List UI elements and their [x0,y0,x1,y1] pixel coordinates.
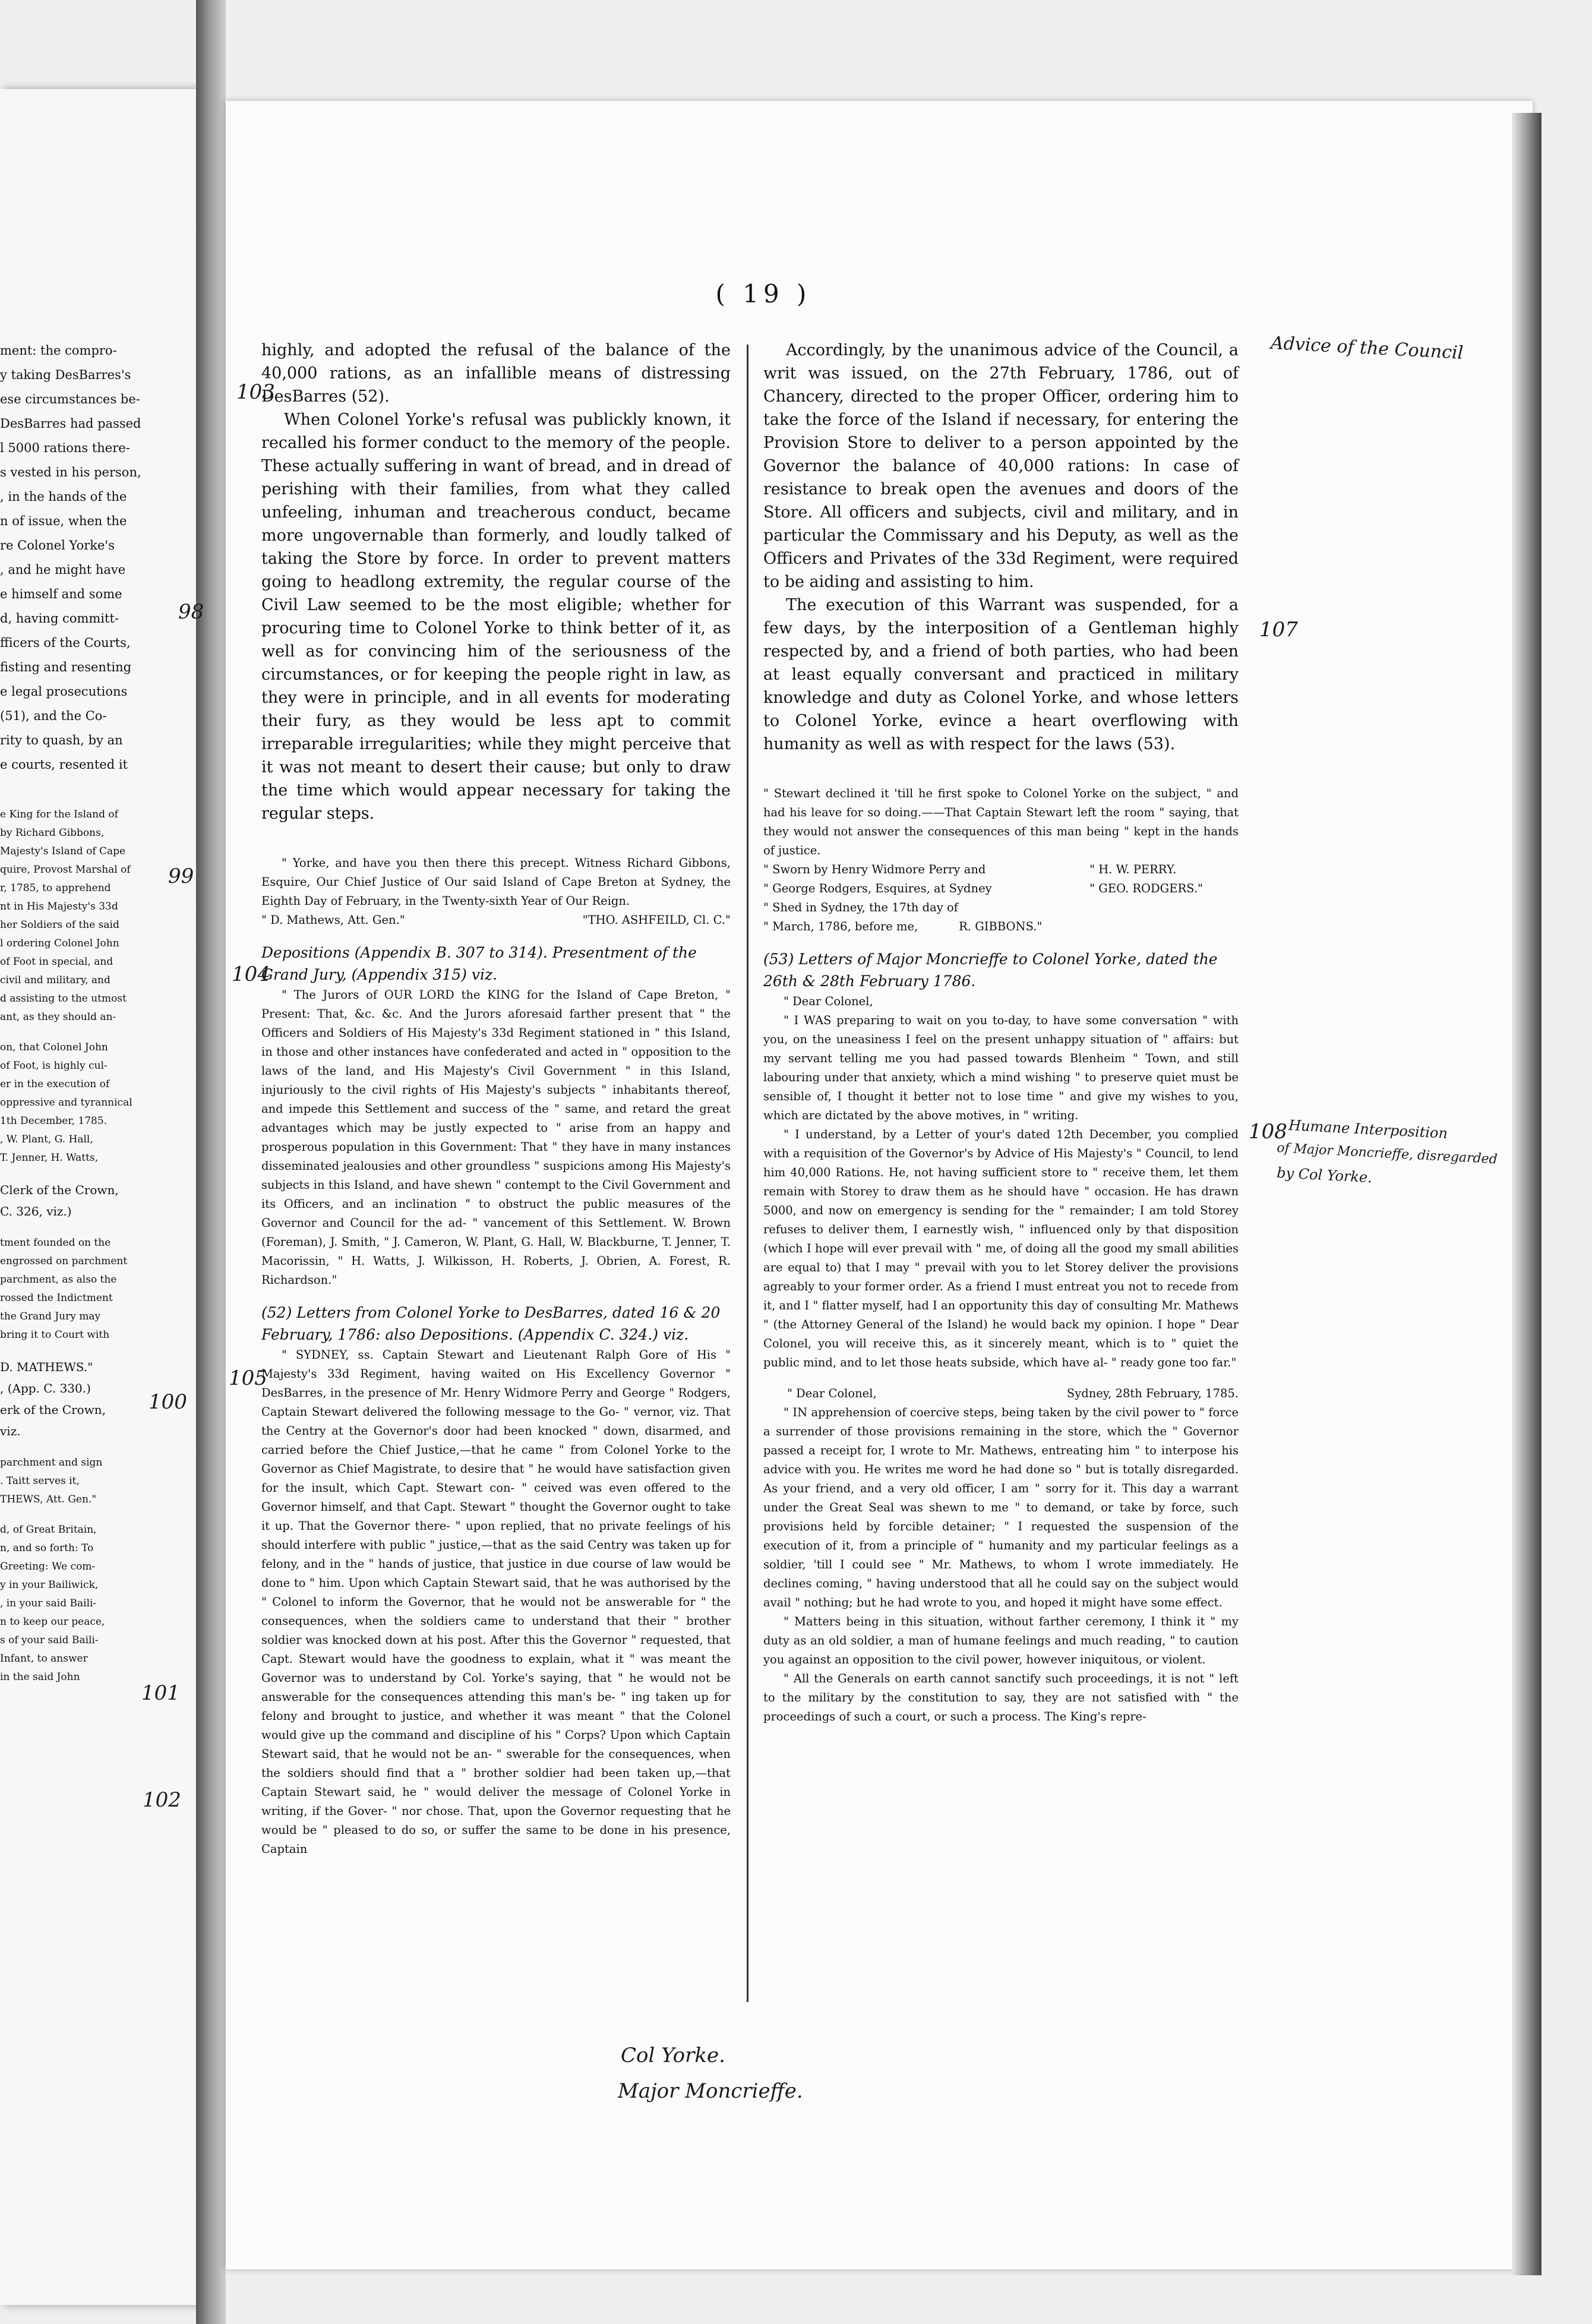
left-note-line: 1th December, 1785. [0,1115,108,1127]
sydney-note: " SYDNEY, ss. Captain Stewart and Lieutenant Ralph Gore of His " Majesty's 33d Regiment, having waited on His Excellency Governor " DesBarres, in the presence of Mr. Henry Widmore Perry and George " Rodgers, Captain Stewart delivered the following message to the Go- " vernor, viz. That the Centry at the Governor's door had been knocked " down, disarmed, and carried before the Chief Justice,—that he came " from Colonel Yorke to the Governor as Chief Magistrate, to desire that " he would have satisfaction given for the insult, which Capt. Stewart con- " ceived was even offered to the Governor himself, and that Capt. Stewart " thought the Governor ought to take it up. That the Governor there- " upon replied, that no private feelings of his should interfere with public " justice,—that as the said Centry was taken up for felony, and in the " hands of justice, that justice in due course of law would be done to " him. Upon which Captain Stewart said, that he was authorised by the " Colonel to inform the Governor, that he would not be answerable for " the consequences, when the soldiers came to understand that their " brother soldier was knocked down at his post. After this the Governor " requested, that Capt. Stewart would have the goodness to explain, what it " was meant the Governor was to understand by Col. Yorke's saying, that " he would not be answerable for the consequences attending this man's be- " ing taken up for felony and brought to justice, and whether it was meant " that the Colonel would give up the command and discipline of his " Corps? Upon which Captain Stewart said, that he would not be an- " swerable for the consequences, when the soldiers should find that a " brother soldier had been taken up,—that Captain Stewart said, he " would deliver the message of Colonel Yorke in writing, if the Gover- " nor chose. That, upon the Governor requesting that he would be " pleased to do so, or suffer the same to be done in his presence, Captain [261,1348,731,1856]
left-line: l 5000 rations there- [0,441,130,455]
sworn-line: " March, 1786, before me, [763,920,918,933]
left-note-line: in the said John [0,1671,80,1683]
left-note-line: s of your said Baili- [0,1634,99,1646]
left-line: fisting and resenting [0,660,132,674]
left-note-line: n to keep our peace, [0,1616,105,1628]
letter-paragraph: " All the Generals on earth cannot sanctify such proceedings, it is not " left to the military by the constitution to say, they are not satisfied with " the proceedings of such a court, or such a process. The King's repre- [763,1672,1239,1723]
left-note-line: engrossed on parchment [0,1255,128,1267]
left-column-body [261,339,731,825]
left-line: , and he might have [0,563,126,577]
left-note-line: nt in His Majesty's 33d [0,901,118,912]
left-note-line: Infant, to answer [0,1653,88,1665]
left-note-line: THEWS, Att. Gen." [0,1493,97,1505]
left-note-line: tment founded on the [0,1237,111,1249]
presentment-note: " The Jurors of OUR LORD the KING for the Island of Cape Breton, " Present: That, &c. &c. And the Jurors aforesaid farther present that " the Officers and Soldiers of His Majesty's 33d Regiment stationed in " this Island, in those and other instances have confederated and acted in " opposition to the laws of the land, and His Majesty's Civil Government " in this Island, injuriously to the civil rights of His Majesty's subjects " inhabitants thereof, and impede this Settlement and success of the " same, and retard the great advantages which may be justly expected to " arise from an happy and prosperous population in this Government: That " they have in many instances disseminated jealousies and other groundless " suspicions among His Majesty's subjects in this Island, and have shewn " contempt to the Civil Government and its Officers, and an inclination " to obstruct the public measures of the Governor and Council for the ad- " vancement of this Settlement. W. Brown (Foreman), J. Smith, " J. Cameron, W. Plant, G. Hall, W. Blackburne, T. Jenner, T. Macorissin, " H. Watts, J. Wilkisson, H. Roberts, J. Obrien, A. Forest, R. Richardson." [261,988,731,1287]
left-note-line: erk of the Crown, [0,1403,106,1417]
right-column [763,339,1239,1726]
left-note-line: the Grand Jury may [0,1311,101,1322]
handwritten-number-101: 101 [141,1681,180,1705]
sworn-line: " Shed in Sydney, the 17th day of [763,901,958,914]
left-line: e legal prosecutions [0,684,128,699]
signature-gibbons: R. GIBBONS." [959,920,1043,933]
left-note-line: , in your said Baili- [0,1597,97,1609]
left-note-line: quire, Provost Marshal of [0,864,131,876]
left-note-line: d assisting to the utmost [0,993,127,1005]
left-line: , in the hands of the [0,490,127,504]
handwritten-number-105: 105 [229,1366,267,1390]
handwritten-number-100: 100 [149,1390,187,1414]
left-line: DesBarres had passed [0,416,141,431]
letter-dateline: Sydney, 28th February, 1785. [1066,1387,1239,1400]
left-line: e courts, resented it [0,757,128,772]
letter-paragraph: " I understand, by a Letter of your's dated 12th December, you complied with a requisition of the Governor's by Advice of His Majesty's " Council, to lend him 40,000 Rations. He, not having sufficient store to " receive them, let them remain with Storey to draw them as he should have " occasion. He has drawn 5000, and now on emergency is sending for the " remainder; I am told Storey refuses to deliver them, I earnestly wish, " influenced only by that disposition (which I hope will ever prevail with " me, of doing all the good my small abilities are equal to) that I may " prevail with you to let Storey deliver the provisions agreably to your former order. As a friend I must entreat you not to recede from it, and I " flatter myself, had I an opportunity this day of consulting Mr. Mathews " (the Attorney General of the Island) he would back my opinion. I hope " Dear Colonel, you will receive this, as it sincerely meant, which is to " quiet the public mind, and to let those heats subside, which have al- " ready gone too far." [763,1128,1239,1369]
left-line: y taking DesBarres's [0,368,131,382]
left-note-line: er in the execution of [0,1078,110,1090]
letters-53-heading: (53) Letters of Major Moncrieffe to Colonel Yorke, dated the 26th & 28th February 1786. [763,951,1218,990]
left-note-line: by Richard Gibbons, [0,827,105,839]
left-note-line: e King for the Island of [0,809,118,820]
left-note-line: y in your Bailiwick, [0,1579,99,1591]
left-note-line: d, of Great Britain, [0,1524,97,1536]
sworn-signatures [959,860,1239,936]
handwritten-number-98: 98 [178,600,204,624]
left-note-line: ant, as they should an- [0,1011,116,1023]
depositions-heading: Depositions (Appendix B. 307 to 314). Presentment of the Grand Jury, (Appendix 315) viz. [261,944,697,983]
left-note-line: on, that Colonel John [0,1041,108,1053]
sworn-line: " Sworn by Henry Widmore Perry and [763,863,986,876]
left-head-line: Clerk of the Crown, [0,1183,119,1197]
signature-perry: " H. W. PERRY. [1089,863,1177,876]
body-paragraph: highly, and adopted the refusal of the balance of the 40,000 rations, as an infallible means of distressing DesBarres (52). [261,341,731,406]
signature-rodgers: " GEO. RODGERS." [1089,882,1203,895]
left-line: n of issue, when the [0,514,127,528]
precept-note: " Yorke, and have you then there this precept. Witness Richard Gibbons, Esquire, Our Chief Justice of Our said Island of Cape Breton at Sydney, the Eighth Day of February, in the Twenty-sixth Year of Our Reign. [261,856,731,908]
left-note-line: Majesty's Island of Cape [0,845,126,857]
left-note-line: Greeting: We com- [0,1561,96,1573]
footnote-block [261,1346,731,1859]
book-gutter [196,0,226,2324]
footnote-block [261,986,731,1302]
left-note-line: of Foot in special, and [0,956,113,968]
handwritten-gloss-humane: of Major Moncrieffe, disregarded [1276,1141,1498,1167]
left-note-line: viz. [0,1424,21,1438]
letter2-header [763,1384,1239,1403]
left-note-line: l ordering Colonel John [0,937,119,949]
stewart-note: " Stewart declined it 'till he first spoke to Colonel Yorke on the subject, " and had his leave for so doing.——That Captain Stewart left the room " saying, that they would not answer the consequences of this man being " kept in the hands of justice. [763,787,1239,857]
left-line: ment: the compro- [0,343,117,358]
handwritten-number-99: 99 [168,864,194,888]
footnote-block [261,854,731,942]
facing-page-fragment [0,89,200,2305]
left-line: (51), and the Co- [0,709,107,723]
sworn-block [763,860,1239,936]
left-line: d, having committ- [0,611,119,626]
left-note-line: her Soldiers of the said [0,919,119,931]
body-paragraph: Accordingly, by the unanimous advice of the Council, a writ was issued, on the 27th February, 1786, out of Chancery, directed to the proper Officer, ordering him to take the force of the Island if necessary, for entering the Provision Store to deliver to a person appointed by the Governor the balance of 40,000 rations: In case of resistance to break open the avenues and doors of the Store. All officers and subjects, civil and military, and in particular the Commissary and his Deputy, as well as the Officers and Privates of the 33d Regiment, were required to be aiding and assisting to him. [763,341,1239,591]
handwritten-number-103: 103 [236,380,275,404]
letter-paragraph: " Matters being in this situation, without farther ceremony, I think it " my duty as an old soldier, a man of humane feelings and much reading, " to caution you against an opposition to the civil power, however iniquitous, or violent. [763,1615,1239,1666]
left-note-line: , (App. C. 330.) [0,1381,91,1395]
left-note-line: bring it to Court with [0,1329,110,1341]
signature-right: "THO. ASHFEILD, Cl. C." [582,913,731,927]
handwritten-number-108: 108 [1249,1120,1287,1144]
letter-salutation: " Dear Colonel, [784,994,873,1008]
page-edge-shadow [1512,113,1542,2275]
left-note-line: T. Jenner, H. Watts, [0,1152,99,1164]
footnote-block [763,784,1239,948]
letters-heading: (52) Letters from Colonel Yorke to DesBarres, dated 16 & 20 February, 1786: also Depositions. (Appendix C. 324.) viz. [261,1304,721,1343]
letter-salutation: " Dear Colonel, [787,1387,877,1400]
body-paragraph: The execution of this Warrant was suspended, for a few days, by the interposition of a Gentleman highly respected by, and a friend of both parties, who had been at least equally conversant and practiced in military knowledge and duty as Colonel Yorke, and whose letters to Colonel Yorke, evince a heart overflowing with humanity as well as with respect for the laws (53). [763,596,1239,753]
left-line: re Colonel Yorke's [0,538,115,552]
left-fragment-text [0,339,196,1687]
precept-signatures [261,911,731,930]
footnote-block [763,992,1239,1726]
signature-left: " D. Mathews, Att. Gen." [261,913,405,927]
left-note-line: oppressive and tyrannical [0,1097,132,1109]
letter-paragraph: " I WAS preparing to wait on you to-day, to have some conversation " with you, on the uneasiness I feel on the present unhappy situation of " affairs: but my servant telling me you had passed towards Blenheim " Town, and still labouring under that anxiety, which a mind wishing " to preserve quiet must be sensible of, I thought it better not to lose time " and give my wishes to you, which are dictated by the above motives, in " writing. [763,1013,1239,1122]
left-column [261,339,731,1859]
left-line: e himself and some [0,587,122,601]
left-note-line: D. MATHEWS." [0,1360,93,1374]
left-note-line: r, 1785, to apprehend [0,882,111,894]
column-divider [747,345,748,2002]
handwritten-footnote: Col Yorke. [621,2044,725,2067]
left-line: s vested in his person, [0,465,141,479]
handwritten-gloss-council: Advice of the Council [1270,333,1464,364]
left-line: rity to quash, by an [0,733,123,747]
handwritten-number-102: 102 [143,1788,181,1812]
left-line: fficers of the Courts, [0,636,131,650]
handwritten-gloss-humane: Humane Interposition [1288,1117,1448,1142]
left-note-line: . Taitt serves it, [0,1475,80,1487]
left-note-line: parchment, as also the [0,1274,117,1286]
left-note-line: rossed the Indictment [0,1292,113,1304]
left-note-line: , W. Plant, G. Hall, [0,1133,93,1145]
handwritten-number-104: 104 [232,962,270,986]
left-line: ese circumstances be- [0,392,140,406]
left-note-line: parchment and sign [0,1457,103,1469]
right-column-body [763,339,1239,756]
handwritten-footnote: Major Moncrieffe. [618,2079,803,2103]
left-note-line: of Foot, is highly cul- [0,1060,108,1072]
handwritten-gloss-humane: by Col Yorke. [1276,1164,1373,1186]
handwritten-number-107: 107 [1259,618,1298,642]
body-paragraph: When Colonel Yorke's refusal was publickly known, it recalled his former conduct to the memory of the people. These actually suffering in want of bread, and in dread of perishing with their families, from what they called unfeeling, inhuman and treacherous conduct, became more ungovernable than formerly, and loudly talked of taking the Store by force. In order to prevent matters going to headlong extremity, the regular course of the Civil Law seemed to be the most eligible; whether for procuring time to Colonel Yorke to think better of it, as well as for convincing him of the seriousness of the circumstances, or for keeping the people right in law, as they were in principle, and in all events for moderating their fury, as they would be less apt to commit irreparable irregularities; while they might perceive that it was not meant to desert their cause; but only to draw the time which would appear necessary for taking the regular steps. [261,411,731,823]
sworn-lines [763,860,992,936]
sworn-line: " George Rodgers, Esquires, at Sydney [763,882,992,895]
left-note-line: n, and so forth: To [0,1542,94,1554]
left-head-line: C. 326, viz.) [0,1204,72,1218]
letter-paragraph: " IN apprehension of coercive steps, being taken by the civil power to " force a surrender of those provisions remaining in the store, which the " Governor passed a receipt for, I wrote to Mr. Mathews, entreating him " to interpose his advice with you. He writes me word he had done so " but is totally disregarded. As your friend, and a very old officer, I am " sorry for it. This day a warrant under the Great Seal was shewn to me " to demand, or take by force, such provisions held by forcible detainer; " I requested the suspension of the execution of it, from a principle of " humanity and my particular feelings as a soldier, 'till I could see " Mr. Mathews, to whom I wrote immediately. He declines coming, " having understood that all he could say on the subject would avail " nothing; but he had wrote to you, and hoped it might have some effect. [763,1406,1239,1609]
left-note-line: civil and military, and [0,974,110,986]
page-number: ( 19 ) [715,279,811,308]
